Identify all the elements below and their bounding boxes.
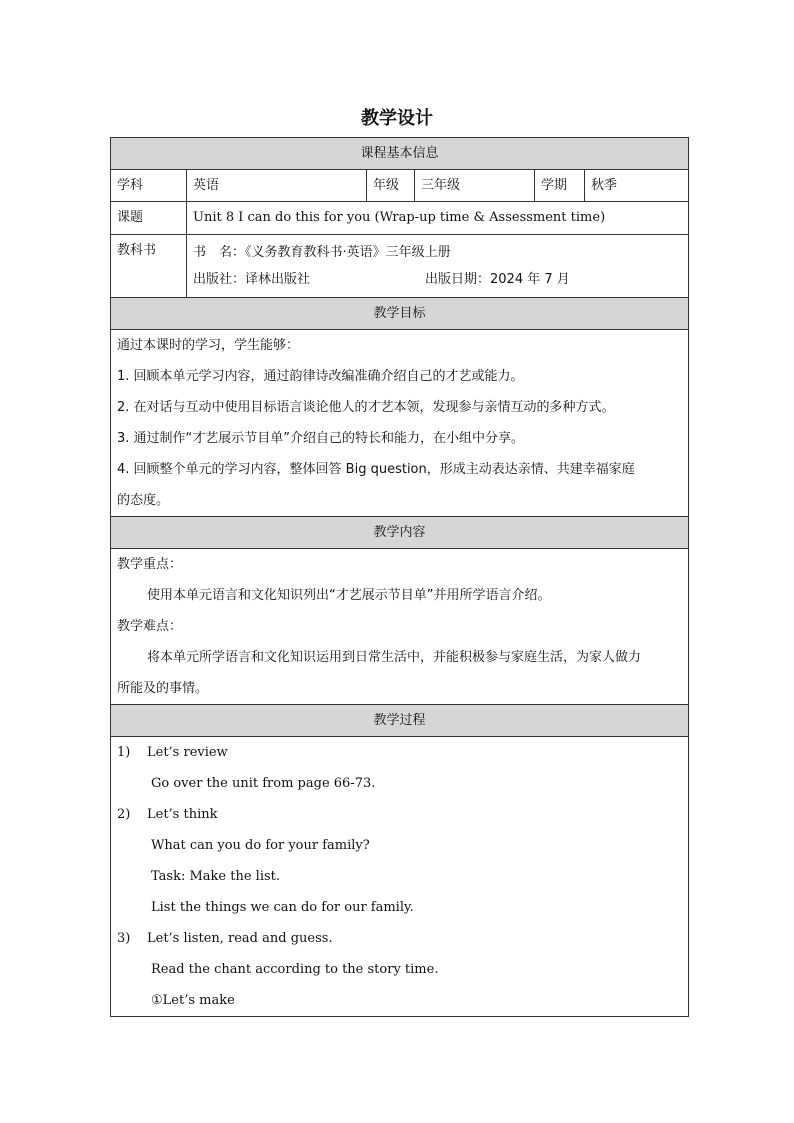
basic-info-row (111, 170, 689, 202)
objectives-intro: 通过本课时的学习，学生能够： (117, 337, 300, 353)
step-number: 3) (117, 930, 131, 946)
book-name-line: 书 名：《义务教育教科书·英语》三年级上册 (193, 244, 451, 260)
section-header-process (111, 705, 689, 737)
difficult-points-text: 将本单元所学语言和文化知识运用到日常生活中，并能积极参与家庭生活，为家人做力 (147, 649, 642, 665)
step-detail: Go over the unit from page 66-73. (151, 775, 376, 791)
section-title-content: 教学内容 (111, 517, 689, 549)
topic-value: Unit 8 I can do this for you (Wrap-up time & Assessment time) (187, 202, 689, 235)
subject-value: 英语 (187, 170, 367, 202)
step-detail: List the things we can do for our family. (151, 899, 414, 915)
process-step (117, 737, 682, 768)
topic-label: 课题 (111, 202, 187, 235)
key-points-label: 教学重点： (117, 556, 183, 572)
section-title-basic-info: 课程基本信息 (111, 138, 689, 170)
publisher: 出版社：译林出版社 (193, 271, 311, 287)
objective-item-continued: 的态度。 (117, 492, 170, 508)
process-step (117, 923, 682, 954)
step-title: Let’s review (147, 744, 228, 760)
step-detail: Read the chant according to the story time. (151, 961, 439, 977)
step-title: Let’s think (147, 806, 218, 822)
section-header-objectives (111, 298, 689, 330)
page-title: 教学设计 (361, 108, 433, 129)
grade-value: 三年级 (415, 170, 535, 202)
objective-item: 1. 回顾本单元学习内容，通过韵律诗改编准确介绍自己的才艺或能力。 (117, 368, 524, 384)
section-title-objectives: 教学目标 (111, 298, 689, 330)
subject-label: 学科 (111, 170, 187, 202)
textbook-label: 教科书 (111, 235, 187, 298)
grade-label: 年级 (367, 170, 415, 202)
step-title: Let’s listen, read and guess. (147, 930, 333, 946)
publish-date: 出版日期：2024 年 7 月 (425, 271, 570, 287)
section-header-basic-info (111, 138, 689, 170)
textbook-row (111, 235, 689, 298)
objective-item: 4. 回顾整个单元的学习内容，整体回答 Big question，形成主动表达亲情、共建幸福家庭 (117, 461, 635, 477)
section-header-content (111, 517, 689, 549)
term-value: 秋季 (585, 170, 689, 202)
topic-row (111, 202, 689, 235)
process-step (117, 799, 682, 830)
difficult-points-label: 教学难点： (117, 618, 183, 634)
difficult-points-text-continued: 所能及的事情。 (117, 680, 209, 696)
publisher-line (193, 266, 682, 293)
content-row (111, 549, 689, 705)
objective-item: 2. 在对话与互动中使用目标语言谈论他人的才艺本领，发现参与亲情互动的多种方式。 (117, 399, 615, 415)
process-row (111, 737, 689, 1017)
objective-item: 3. 通过制作“才艺展示节目单”介绍自己的特长和能力，在小组中分享。 (117, 430, 525, 446)
step-detail: What can you do for your family? (151, 837, 370, 853)
objectives-row (111, 330, 689, 517)
key-points-text: 使用本单元语言和文化知识列出“才艺展示节目单”并用所学语言介绍。 (147, 587, 551, 603)
step-detail: Task: Make the list. (151, 868, 281, 884)
step-number: 1) (117, 744, 131, 760)
lesson-plan-table (110, 137, 689, 1017)
term-label: 学期 (535, 170, 585, 202)
step-number: 2) (117, 806, 131, 822)
section-title-process: 教学过程 (111, 705, 689, 737)
step-detail: ①Let’s make (151, 992, 235, 1008)
